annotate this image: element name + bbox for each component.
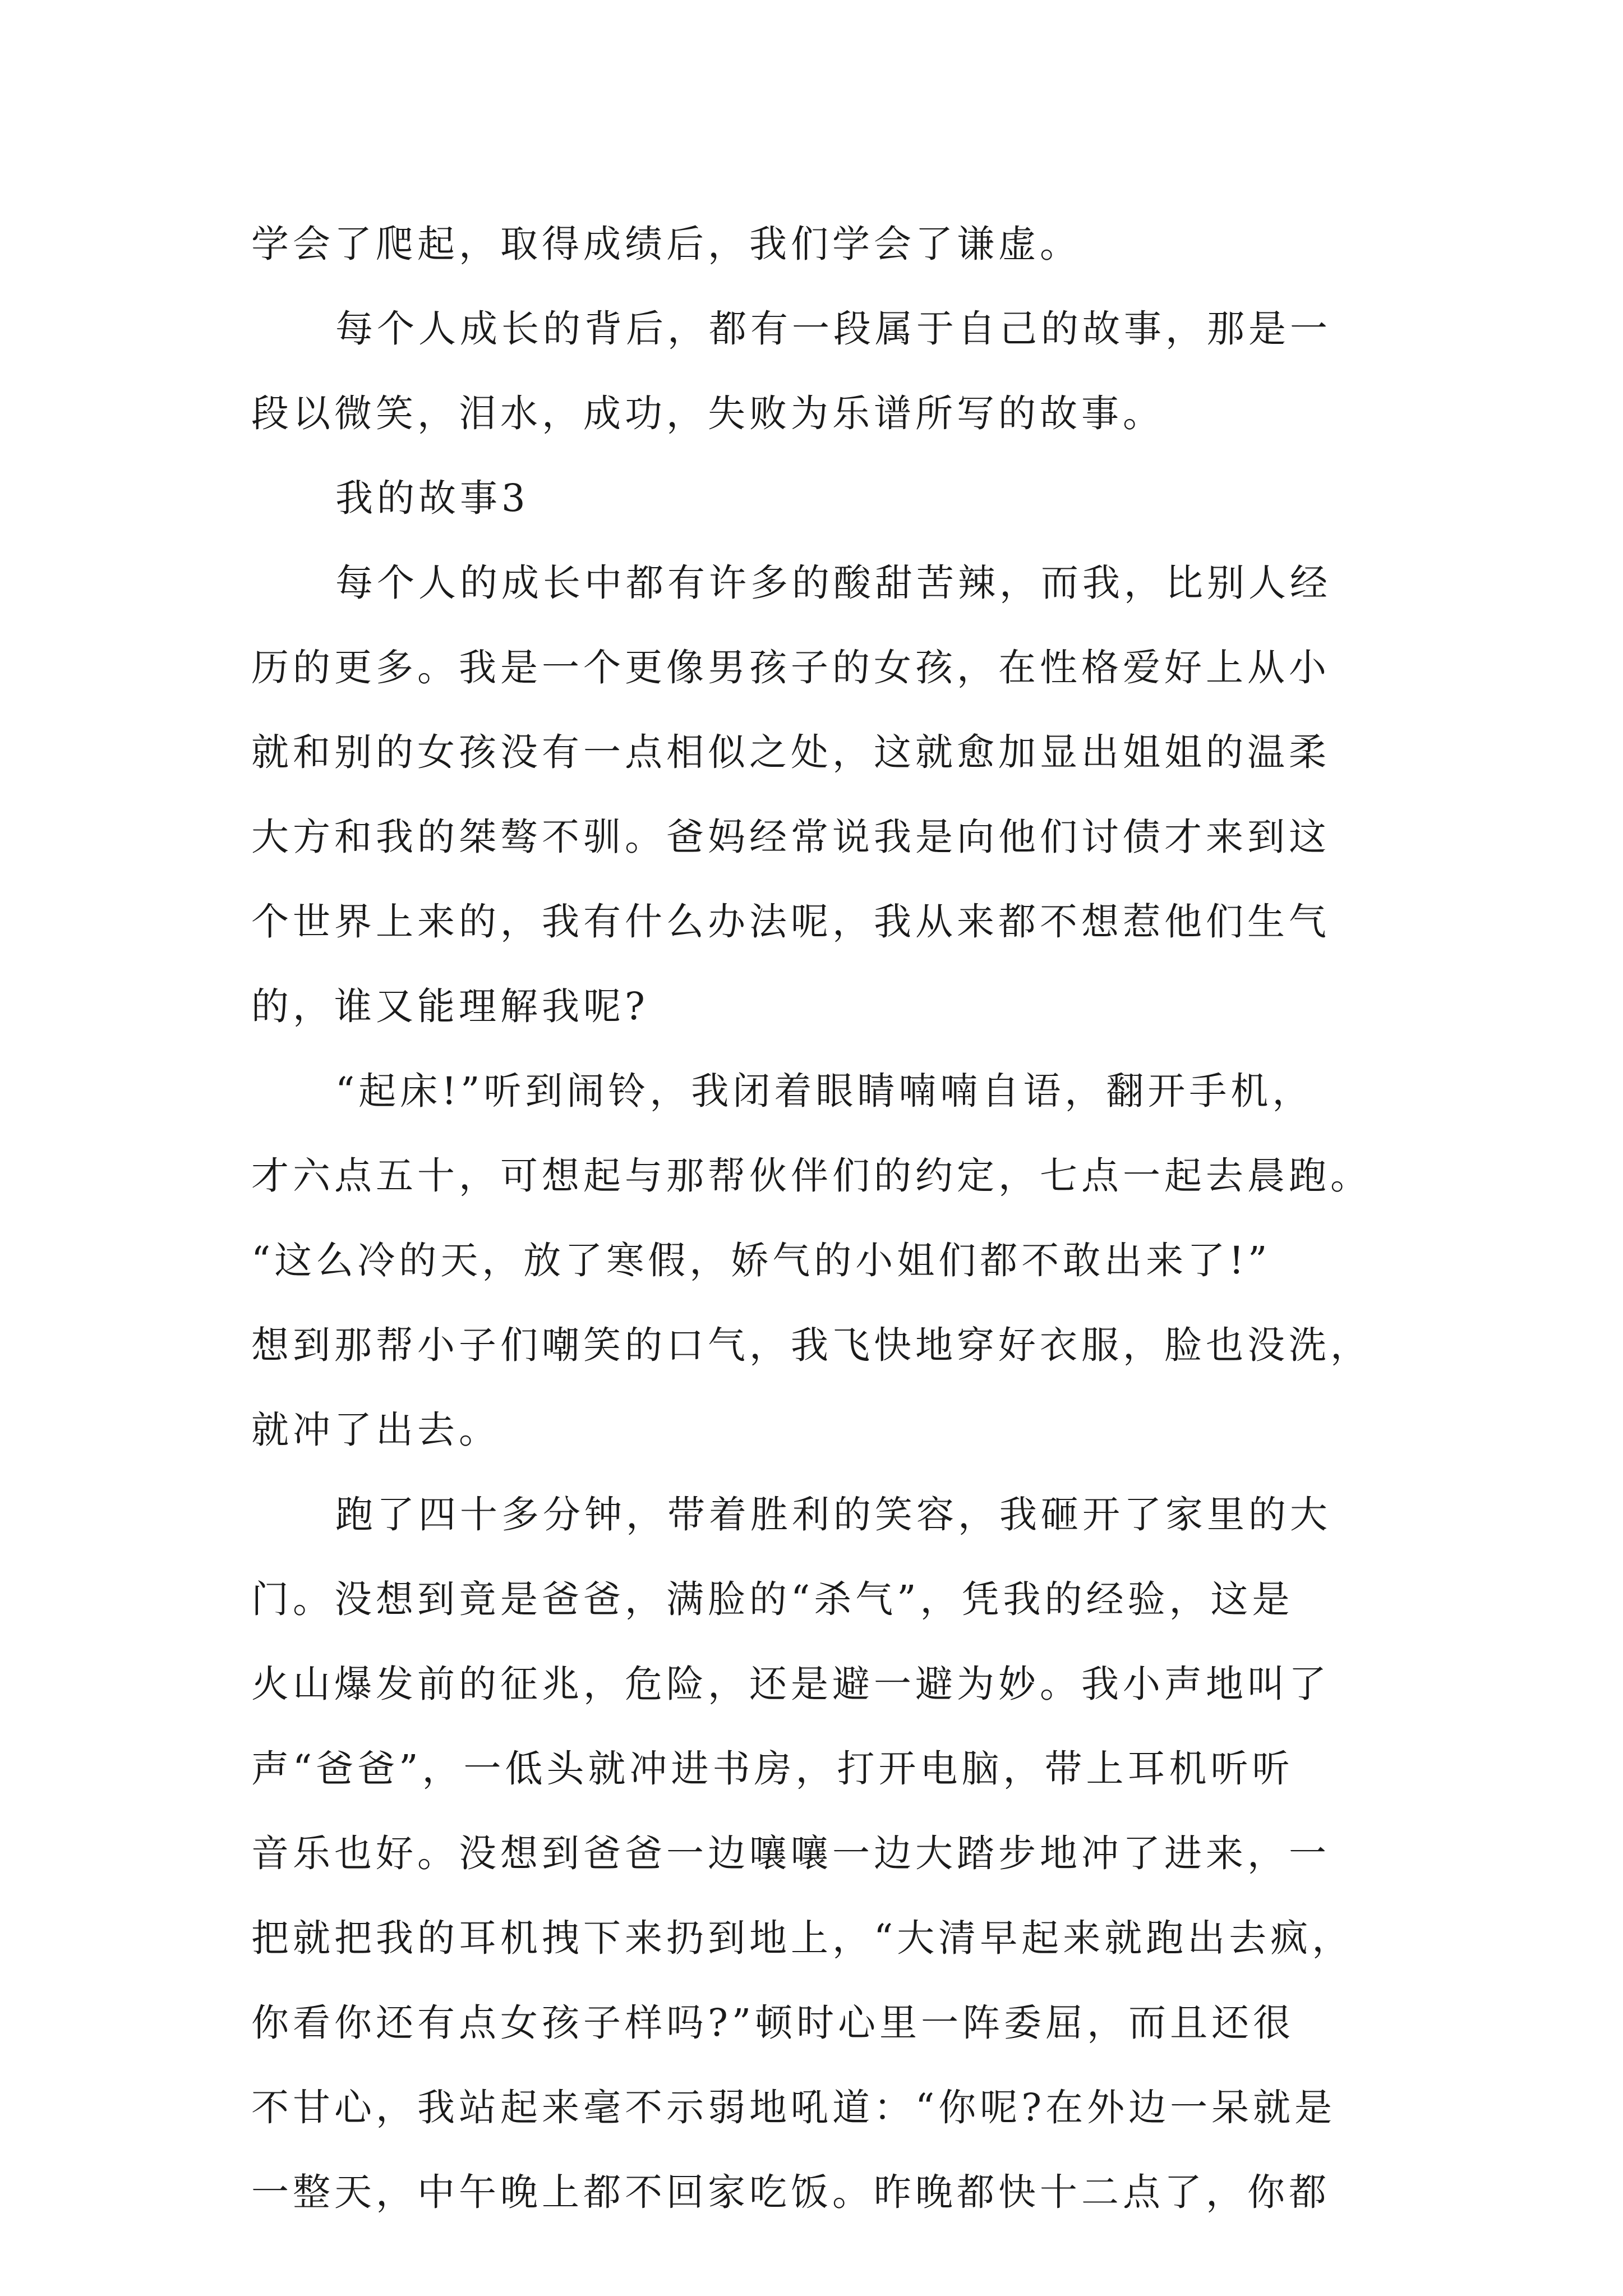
paragraph-line: 的，谁又能理解我呢?	[251, 984, 649, 1028]
paragraph-line: 不甘心，我站起来毫不示弱地吼道：“你呢?在外边一呆就是	[251, 2086, 1336, 2129]
paragraph-line: 想到那帮小子们嘲笑的口气，我飞快地穿好衣服，脸也没洗，	[251, 1323, 1372, 1367]
paragraph-line: 门。没想到竟是爸爸，满脸的“杀气”，凭我的经验，这是	[251, 1577, 1294, 1621]
paragraph-line: 火山爆发前的征兆，危险，还是避一避为妙。我小声地叫了	[251, 1662, 1330, 1706]
paragraph-line: 就和别的女孩没有一点相似之处，这就愈加显出姐姐的温柔	[251, 730, 1330, 774]
paragraph-line: 学会了爬起，取得成绩后，我们学会了谦虚。	[251, 222, 1081, 266]
paragraph-line: 声“爸爸”，一低头就冲进书房，打开电脑，带上耳机听听	[251, 1747, 1294, 1791]
paragraph-line: 每个人的成长中都有许多的酸甜苦辣，而我，比别人经	[335, 561, 1331, 605]
paragraph-line: 一整天，中午晚上都不回家吃饭。昨晚都快十二点了，你都	[251, 2170, 1330, 2214]
paragraph-line: 你看你还有点女孩子样吗?”顿时心里一阵委屈，而且还很	[251, 2001, 1295, 2045]
paragraph-line: “起床!”听到闹铃，我闭着眼睛喃喃自语，翻开手机，	[335, 1069, 1314, 1113]
paragraph-line: 才六点五十，可想起与那帮伙伴们的约定，七点一起去晨跑。	[251, 1154, 1372, 1198]
paragraph-line: 把就把我的耳机拽下来扔到地上，“大清早起来就跑出去疯，	[251, 1916, 1354, 1960]
paragraph-line: 段以微笑，泪水，成功，失败为乐谱所写的故事。	[251, 392, 1164, 435]
paragraph-line: 就冲了出去。	[251, 1408, 500, 1452]
paragraph-line: 我的故事3	[335, 476, 529, 520]
paragraph-line: “这么冷的天，放了寒假，娇气的小姐们都不敢出来了!”	[251, 1239, 1271, 1282]
paragraph-line: 大方和我的桀骜不驯。爸妈经常说我是向他们讨债才来到这	[251, 815, 1330, 859]
paragraph-line: 音乐也好。没想到爸爸一边嚷嚷一边大踏步地冲了进来，一	[251, 1832, 1330, 1875]
paragraph-line: 跑了四十多分钟，带着胜利的笑容，我砸开了家里的大	[335, 1493, 1331, 1536]
paragraph-line: 历的更多。我是一个更像男孩子的女孩，在性格爱好上从小	[251, 646, 1330, 689]
paragraph-line: 个世界上来的，我有什么办法呢，我从来都不想惹他们生气	[251, 900, 1330, 944]
paragraph-line: 每个人成长的背后，都有一段属于自己的故事，那是一	[335, 307, 1331, 351]
